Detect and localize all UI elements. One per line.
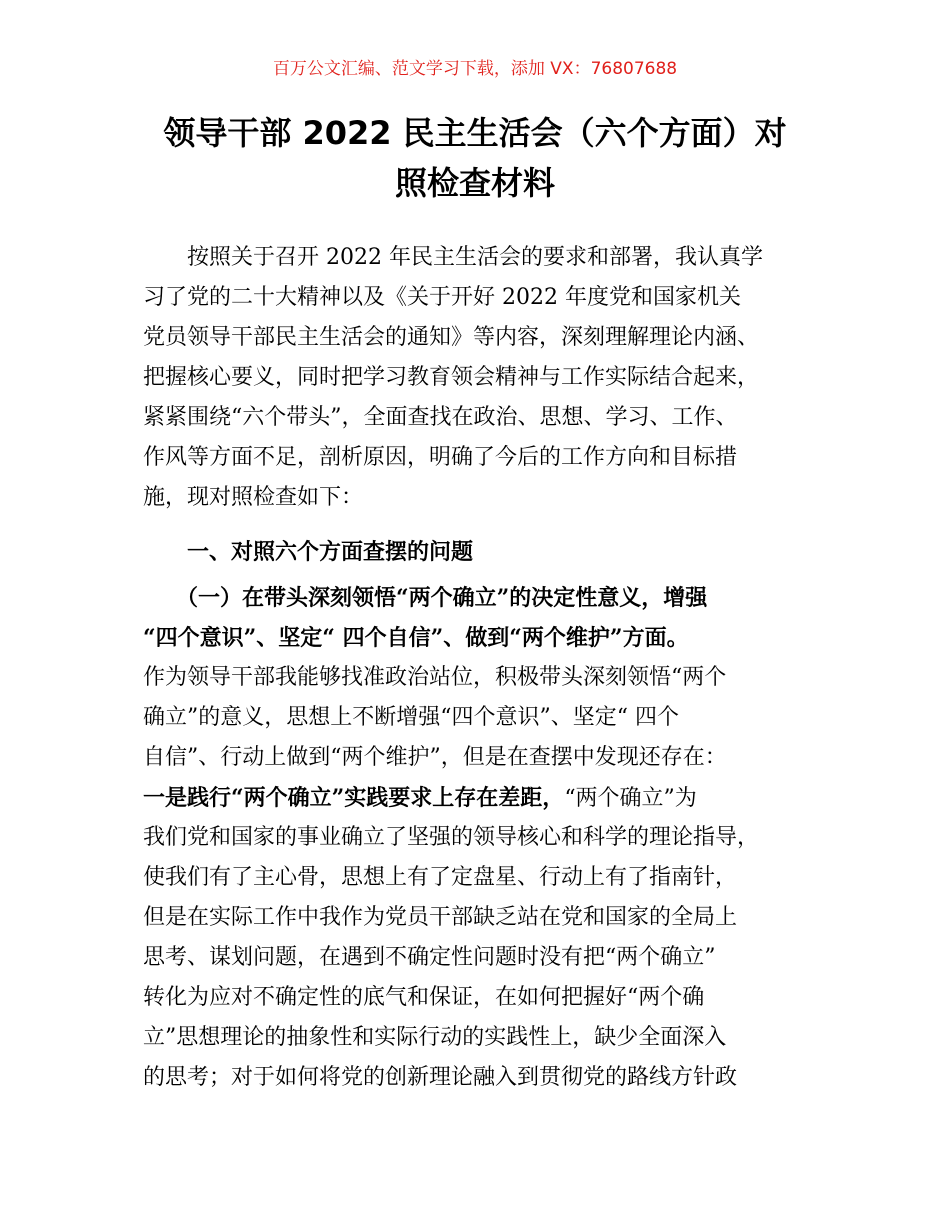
title-line-2: 照检查材料 bbox=[394, 164, 555, 202]
paragraph-line: 习了党的二十大精神以及《关于开好 2022 年度党和国家机关 bbox=[143, 285, 741, 310]
section-heading: 一、对照六个方面查摆的问题 bbox=[143, 539, 474, 565]
paragraph-line: 作为领导干部我能够找准政治站位，积极带头深刻领悟“两个 bbox=[143, 665, 727, 690]
paragraph-line: 立”思想理论的抽象性和实际行动的实践性上，缺少全面深入 bbox=[143, 1025, 727, 1050]
intro-paragraph bbox=[143, 238, 823, 518]
subsection-heading-line: （一）在带头深刻领悟“两个确立”的决定性意义，增强 bbox=[143, 585, 708, 611]
paragraph-line: 我们党和国家的事业确立了坚强的领导核心和科学的理论指导， bbox=[143, 825, 760, 850]
paragraph-line: 按照关于召开 2022 年民主生活会的要求和部署，我认真学 bbox=[143, 245, 763, 270]
paragraph-line: 确立”的意义，思想上不断增强“四个意识”、坚定“ 四个 bbox=[143, 705, 679, 730]
point-lead: 一是践行“两个确立”实践要求上存在差距， bbox=[143, 785, 565, 811]
paragraph-line: 自信”、行动上做到“两个维护”，但是在查摆中发现还存在： bbox=[143, 745, 727, 770]
paragraph-line: 把握核心要义，同时把学习教育领会精神与工作实际结合起来， bbox=[143, 365, 760, 390]
document-title bbox=[120, 108, 830, 208]
point-rest: “两个确立”为 bbox=[564, 786, 697, 811]
paragraph-line: 党员领导干部民主生活会的通知》等内容，深刻理解理论内涵、 bbox=[143, 325, 760, 350]
paragraph-line: 紧紧围绕“六个带头”，全面查找在政治、思想、学习、工作、 bbox=[143, 405, 738, 430]
section-content bbox=[143, 532, 823, 1098]
point-line bbox=[143, 778, 823, 818]
paragraph-line: 转化为应对不确定性的底气和保证，在如何把握好“两个确 bbox=[143, 985, 705, 1010]
title-line-1: 领导干部 2022 民主生活会（六个方面）对 bbox=[163, 114, 787, 152]
paragraph-line: 思考、谋划问题，在遇到不确定性问题时没有把“两个确立” bbox=[143, 945, 716, 970]
paragraph-line: 作风等方面不足，剖析原因，明确了今后的工作方向和目标措 bbox=[143, 445, 738, 470]
paragraph-line: 施，现对照检查如下： bbox=[143, 485, 364, 510]
subsection-heading-line: “四个意识”、坚定“ 四个自信”、做到“两个维护”方面。 bbox=[143, 625, 689, 651]
paragraph-line: 的思考；对于如何将党的创新理论融入到贯彻党的路线方针政 bbox=[143, 1065, 738, 1090]
paragraph-line: 使我们有了主心骨，思想上有了定盘星、行动上有了指南针， bbox=[143, 865, 738, 890]
watermark-text: 百万公文汇编、范文学习下载，添加 VX：76807688 bbox=[272, 59, 678, 79]
paragraph-line: 但是在实际工作中我作为党员干部缺乏站在党和国家的全局上 bbox=[143, 905, 738, 930]
